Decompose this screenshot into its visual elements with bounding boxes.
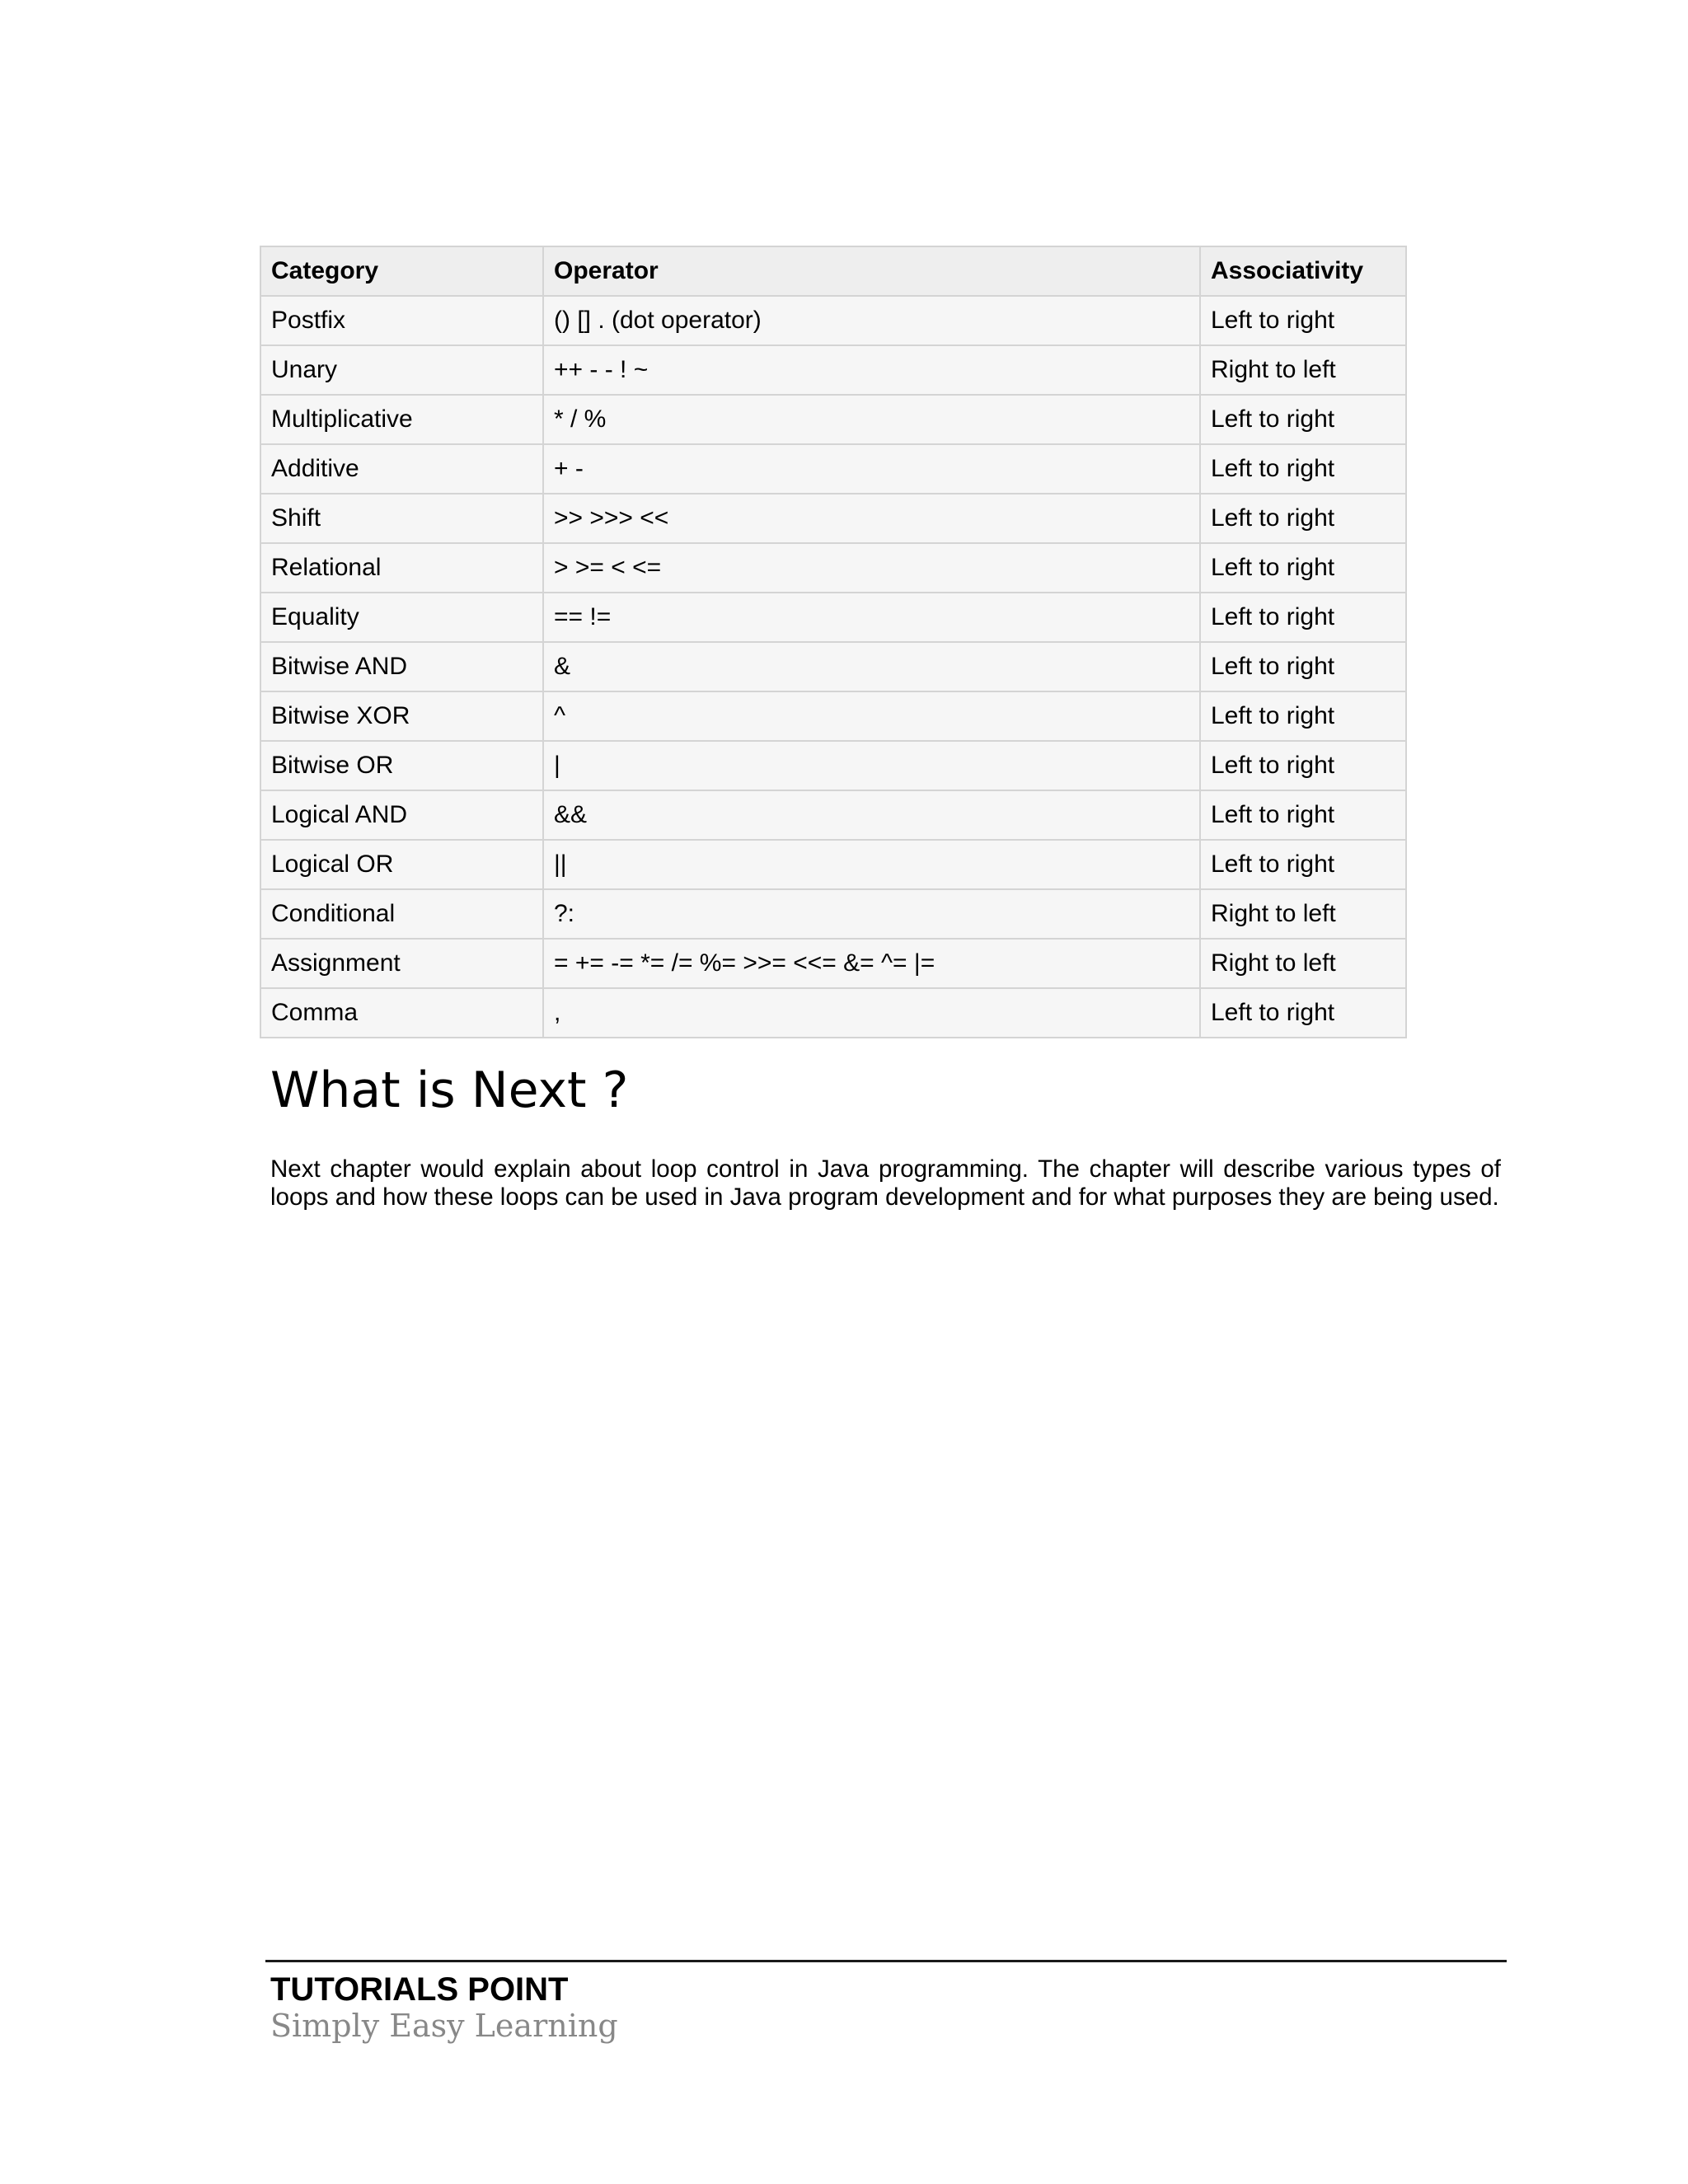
associativity-cell: Left to right <box>1200 840 1406 889</box>
associativity-cell: Left to right <box>1200 543 1406 593</box>
operator-cell: () [] . (dot operator) <box>543 296 1200 345</box>
header-operator: Operator <box>543 246 1200 296</box>
associativity-cell: Left to right <box>1200 988 1406 1038</box>
associativity-cell: Left to right <box>1200 741 1406 790</box>
category-cell: Comma <box>260 988 543 1038</box>
footer-brand: TUTORIALS POINT <box>270 1971 569 2008</box>
table-row <box>260 691 1406 741</box>
category-cell: Bitwise OR <box>260 741 543 790</box>
operator-precedence-table <box>260 246 1407 1038</box>
operator-cell: | <box>543 741 1200 790</box>
operator-cell: = += -= *= /= %= >>= <<= &= ^= |= <box>543 939 1200 988</box>
category-cell: Conditional <box>260 889 543 939</box>
category-cell: Assignment <box>260 939 543 988</box>
associativity-cell: Right to left <box>1200 345 1406 395</box>
table-row <box>260 741 1406 790</box>
table-row <box>260 790 1406 840</box>
operator-table-body <box>260 246 1406 1038</box>
category-cell: Multiplicative <box>260 395 543 444</box>
table-header-row <box>260 246 1406 296</box>
associativity-cell: Left to right <box>1200 790 1406 840</box>
operator-cell: , <box>543 988 1200 1038</box>
category-cell: Bitwise XOR <box>260 691 543 741</box>
section-paragraph: Next chapter would explain about loop control in Java programming. The chapter will describe various types of loops and how these loops can be used in Java program development and for what purposes they are being used. <box>270 1155 1501 1211</box>
category-cell: Logical AND <box>260 790 543 840</box>
operator-cell: || <box>543 840 1200 889</box>
table-row <box>260 988 1406 1038</box>
operator-cell: ^ <box>543 691 1200 741</box>
table-row <box>260 939 1406 988</box>
associativity-cell: Right to left <box>1200 939 1406 988</box>
operator-cell: > >= < <= <box>543 543 1200 593</box>
table-row <box>260 840 1406 889</box>
associativity-cell: Right to left <box>1200 889 1406 939</box>
section-heading: What is Next ? <box>270 1062 629 1119</box>
operator-cell: & <box>543 642 1200 691</box>
table-row <box>260 296 1406 345</box>
footer-tagline: Simply Easy Learning <box>270 2008 618 2044</box>
associativity-cell: Left to right <box>1200 593 1406 642</box>
footer-divider <box>265 1960 1507 1962</box>
header-associativity: Associativity <box>1200 246 1406 296</box>
operator-cell: == != <box>543 593 1200 642</box>
table-row <box>260 543 1406 593</box>
table-row <box>260 494 1406 543</box>
table-row <box>260 444 1406 494</box>
operator-cell: ?: <box>543 889 1200 939</box>
category-cell: Unary <box>260 345 543 395</box>
table-row <box>260 395 1406 444</box>
operator-cell: >> >>> << <box>543 494 1200 543</box>
table-row <box>260 345 1406 395</box>
operator-cell: ++ - - ! ~ <box>543 345 1200 395</box>
category-cell: Postfix <box>260 296 543 345</box>
operator-cell: + - <box>543 444 1200 494</box>
category-cell: Bitwise AND <box>260 642 543 691</box>
table-row <box>260 593 1406 642</box>
category-cell: Additive <box>260 444 543 494</box>
associativity-cell: Left to right <box>1200 444 1406 494</box>
operator-cell: * / % <box>543 395 1200 444</box>
associativity-cell: Left to right <box>1200 691 1406 741</box>
category-cell: Relational <box>260 543 543 593</box>
associativity-cell: Left to right <box>1200 395 1406 444</box>
category-cell: Equality <box>260 593 543 642</box>
associativity-cell: Left to right <box>1200 296 1406 345</box>
category-cell: Shift <box>260 494 543 543</box>
category-cell: Logical OR <box>260 840 543 889</box>
associativity-cell: Left to right <box>1200 642 1406 691</box>
associativity-cell: Left to right <box>1200 494 1406 543</box>
table-row <box>260 642 1406 691</box>
operator-cell: && <box>543 790 1200 840</box>
header-category: Category <box>260 246 543 296</box>
table-row <box>260 889 1406 939</box>
